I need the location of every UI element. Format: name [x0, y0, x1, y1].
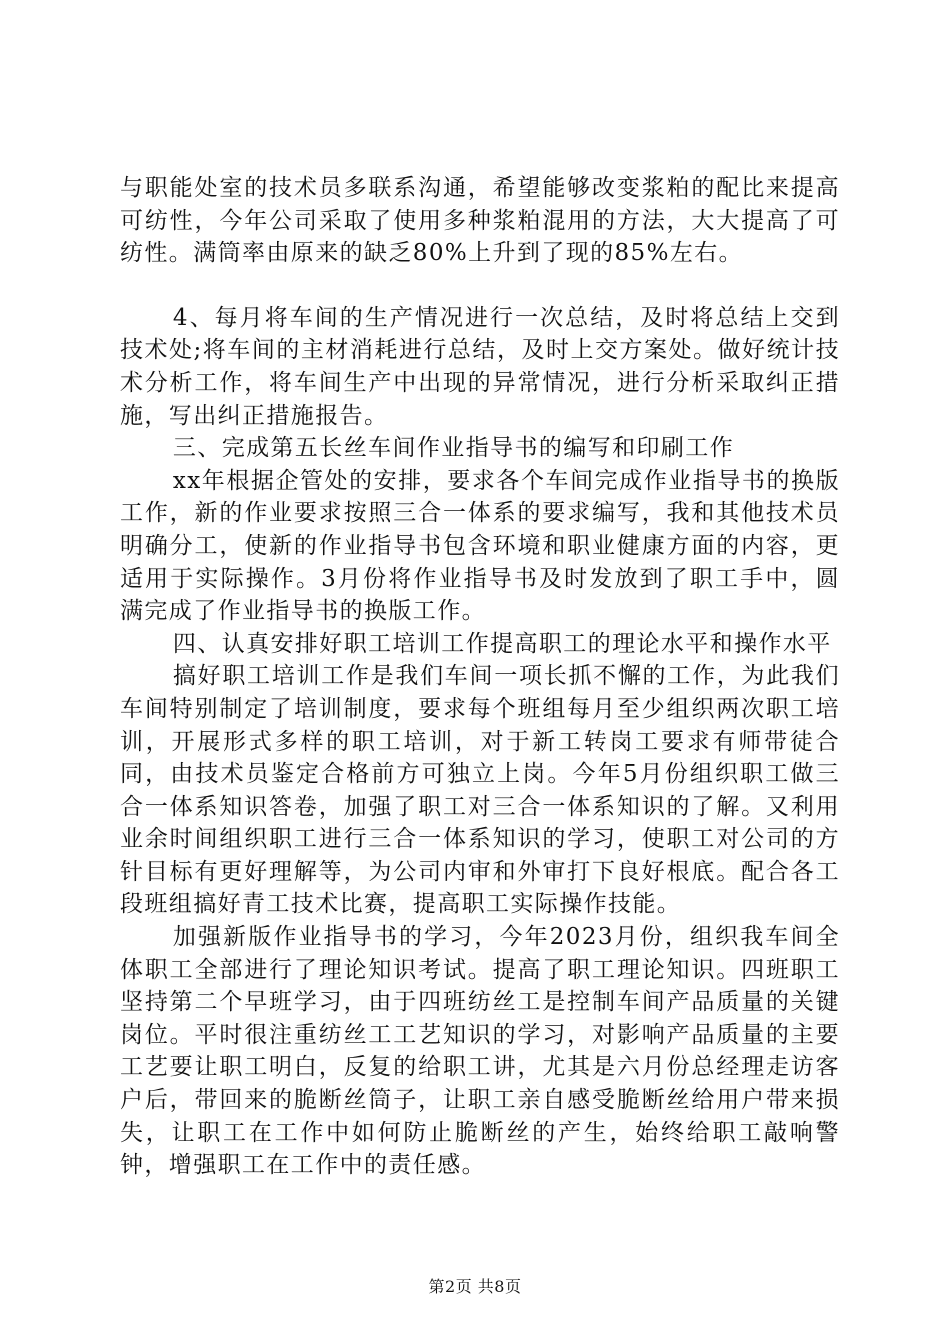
document-body	[120, 172, 840, 1182]
paragraph-continuation: 与职能处室的技术员多联系沟通，希望能够改变浆粕的配比来提高可纺性，今年公司采取了使用多种浆粕混用的方法，大大提高了可纺性。满筒率由原来的缺乏80%上升到了现的85%左右。	[120, 175, 840, 267]
paragraph-section-3-body: xx年根据企管处的安排，要求各个车间完成作业指导书的换版工作，新的作业要求按照三合一体系的要求编写，我和其他技术员明确分工，使新的作业指导书包含环境和职业健康方面的内容，更适用于实际操作。3月份将作业指导书及时发放到了职工手中，圆满完成了作业指导书的换版工作。	[120, 467, 840, 625]
paragraph-item-4: 4、每月将车间的生产情况进行一次总结，及时将总结上交到技术处;将车间的主材消耗进行总结，及时上交方案处。做好统计技术分析工作，将车间生产中出现的异常情况，进行分析采取纠正措施，写出纠正措施报告。	[120, 304, 840, 429]
paragraph-study: 加强新版作业指导书的学习，今年2023月份，组织我车间全体职工全部进行了理论知识考试。提高了职工理论知识。四班职工坚持第二个早班学习，由于四班纺丝工是控制车间产品质量的关键岗位。平时很注重纺丝工工艺知识的学习，对影响产品质量的主要工艺要让职工明白，反复的给职工讲，尤其是六月份总经理走访客户后，带回来的脆断丝筒子，让职工亲自感受脆断丝给用户带来损失，让职工在工作中如何防止脆断丝的产生，始终给职工敲响警钟，增强职工在工作中的责任感。	[120, 924, 840, 1179]
section-heading-4: 四、认真安排好职工培训工作提高职工的理论水平和操作水平	[172, 630, 832, 657]
paragraph-training: 搞好职工培训工作是我们车间一项长抓不懈的工作，为此我们车间特别制定了培训制度，要求每个班组每月至少组织两次职工培训，开展形式多样的职工培训，对于新工转岗工要求有师带徒合同，由技术员鉴定合格前方可独立上岗。今年5月份组织职工做三合一体系知识答卷，加强了职工对三合一体系知识的了解。又利用业余时间组织职工进行三合一体系知识的学习，使职工对公司的方针目标有更好理解等，为公司内审和外审打下良好根底。配合各工段班组搞好青工技术比赛，提高职工实际操作技能。	[120, 663, 840, 918]
page-footer: 第2页 共8页	[428, 1277, 522, 1296]
section-heading-3: 三、完成第五长丝车间作业指导书的编写和印刷工作	[172, 435, 735, 462]
